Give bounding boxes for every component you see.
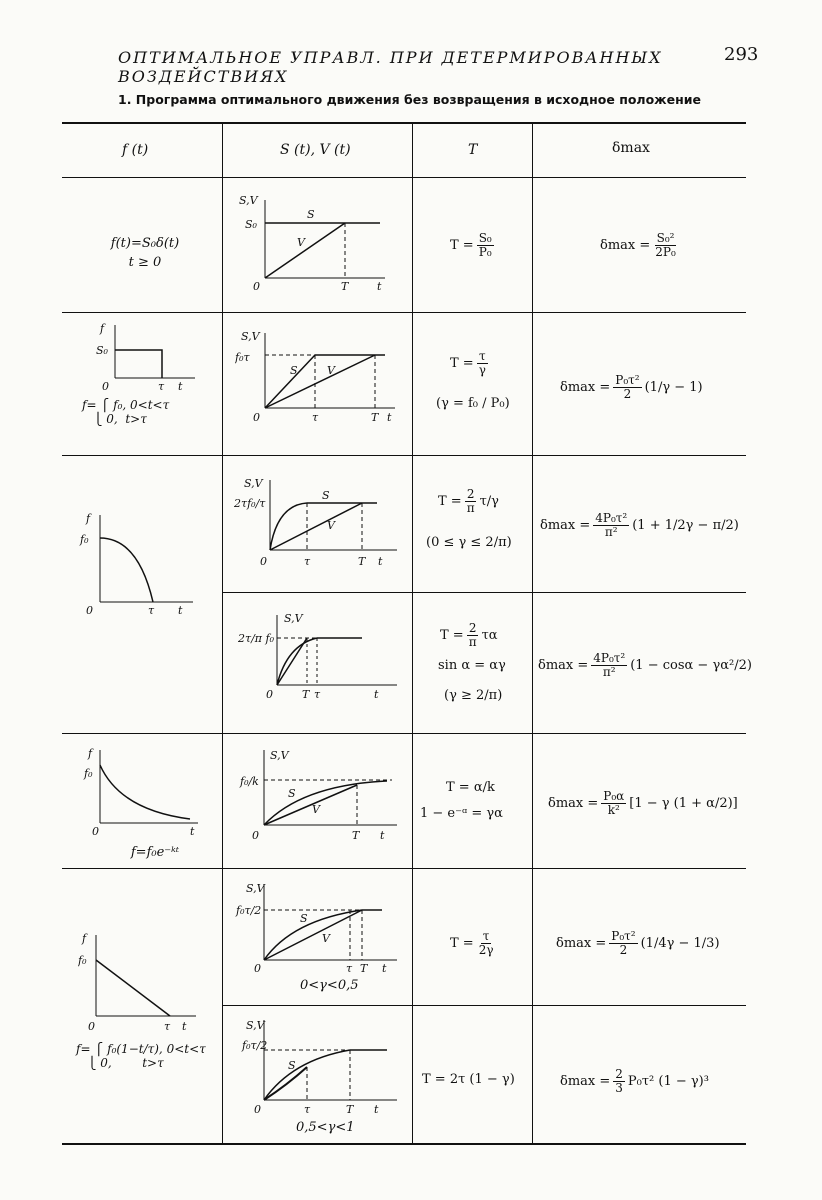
row1-bottom-rule bbox=[62, 312, 746, 313]
svg-text:T: T bbox=[346, 1103, 354, 1115]
row3a-delta: δmax = $\frac{\text{4P₀τ²}}{\text{π²}}$ (1 + 1/2γ − π/2) bbox=[540, 511, 739, 539]
svg-text:0: 0 bbox=[253, 411, 260, 424]
svg-text:τ: τ bbox=[304, 1103, 311, 1115]
svg-text:t: t bbox=[190, 825, 195, 838]
svg-text:S₀: S₀ bbox=[245, 218, 257, 231]
svg-text:f₀/k: f₀/k bbox=[240, 775, 259, 788]
svg-text:V: V bbox=[312, 803, 320, 816]
row5b-range: 0,5<γ<1 bbox=[296, 1120, 355, 1135]
svg-text:0: 0 bbox=[266, 688, 273, 701]
svg-text:T: T bbox=[302, 688, 310, 701]
svg-text:S,V: S,V bbox=[244, 477, 263, 490]
row5a-T: T = $\frac{\tau}{2\gamma}$ bbox=[450, 929, 494, 957]
row3b-sv-graph bbox=[232, 610, 402, 705]
svg-text:T: T bbox=[341, 280, 349, 293]
row4-T-line1: T = α/k bbox=[446, 780, 495, 795]
svg-text:S: S bbox=[300, 912, 308, 925]
svg-text:τ: τ bbox=[346, 962, 353, 975]
row3b-T-cond: (γ ≥ 2/π) bbox=[444, 688, 503, 703]
svg-text:S,V: S,V bbox=[241, 330, 260, 343]
header-T: T bbox=[468, 142, 478, 158]
svg-text:S: S bbox=[290, 364, 298, 377]
svg-text:V: V bbox=[297, 236, 305, 249]
row1-sv-graph bbox=[235, 190, 395, 300]
row3-f-graph bbox=[78, 510, 208, 620]
svg-text:V: V bbox=[327, 364, 335, 377]
svg-text:f₀τ/2: f₀τ/2 bbox=[236, 904, 262, 917]
svg-text:S: S bbox=[288, 1059, 296, 1072]
row3a-T: T = $\frac{2}{\pi}$ τ/γ bbox=[438, 487, 499, 515]
svg-text:0: 0 bbox=[254, 1103, 261, 1115]
svg-text:f: f bbox=[88, 747, 93, 760]
table-bottom-rule bbox=[62, 1143, 746, 1145]
row4-sv-graph bbox=[232, 745, 402, 845]
svg-text:0: 0 bbox=[88, 1020, 95, 1033]
svg-text:τ: τ bbox=[164, 1020, 171, 1033]
svg-text:f₀: f₀ bbox=[84, 767, 93, 780]
svg-text:0: 0 bbox=[92, 825, 99, 838]
svg-text:T: T bbox=[352, 829, 360, 842]
col-divider-1 bbox=[222, 122, 223, 1144]
svg-text:f: f bbox=[82, 932, 87, 945]
row5-f-formula: f= ⎧ f₀(1−t/τ), 0<t<τ ⎩ 0, t>τ bbox=[76, 1042, 206, 1070]
svg-text:S,V: S,V bbox=[239, 194, 258, 207]
svg-text:T: T bbox=[371, 411, 379, 424]
row4-bottom-rule bbox=[62, 868, 746, 869]
row5b-sv-graph bbox=[232, 1015, 402, 1115]
svg-text:0: 0 bbox=[86, 604, 93, 617]
svg-text:t: t bbox=[382, 962, 387, 975]
row3a-sv-graph bbox=[232, 475, 402, 575]
row5b-delta: δmax = $\frac{2}{3}$ P₀τ² (1 − γ)³ bbox=[560, 1067, 709, 1095]
svg-text:2τf₀/τ: 2τf₀/τ bbox=[234, 497, 266, 510]
svg-text:t: t bbox=[380, 829, 385, 842]
svg-text:0: 0 bbox=[254, 962, 261, 975]
svg-text:f: f bbox=[86, 512, 91, 525]
header-delta: δmax bbox=[612, 140, 650, 156]
svg-text:V: V bbox=[322, 932, 330, 945]
row3b-T-line2: sin α = αγ bbox=[438, 658, 506, 673]
svg-text:t: t bbox=[374, 688, 379, 701]
row2-T-cond: (γ = f₀ / P₀) bbox=[436, 396, 510, 411]
row5a-delta: δmax = $\frac{\text{P₀τ²}}{2}$ (1/4γ − 1/3) bbox=[556, 929, 720, 957]
svg-text:t: t bbox=[182, 1020, 187, 1033]
svg-text:τ: τ bbox=[304, 555, 311, 568]
row3a-bottom-rule bbox=[222, 592, 746, 593]
row5b-T: T = 2τ (1 − γ) bbox=[422, 1072, 515, 1087]
svg-text:0: 0 bbox=[102, 380, 109, 393]
row1-T: T = $\frac{\text{S₀}}{\text{P₀}}$ bbox=[450, 231, 492, 259]
svg-text:S,V: S,V bbox=[246, 882, 265, 895]
svg-text:S₀: S₀ bbox=[96, 344, 108, 357]
svg-text:S,V: S,V bbox=[246, 1019, 265, 1032]
svg-text:S,V: S,V bbox=[270, 749, 289, 762]
row5a-range: 0<γ<0,5 bbox=[300, 978, 359, 993]
svg-text:t: t bbox=[387, 411, 392, 424]
svg-text:f: f bbox=[100, 322, 105, 335]
svg-text:f₀: f₀ bbox=[80, 533, 89, 546]
row2-bottom-rule bbox=[62, 455, 746, 456]
row5a-bottom-rule bbox=[222, 1005, 746, 1006]
svg-text:τ: τ bbox=[158, 380, 165, 393]
col-divider-2 bbox=[412, 122, 413, 1144]
row1-f-formula: f(t)=S₀δ(t) t ≥ 0 bbox=[110, 236, 180, 270]
row2-f-graph bbox=[80, 320, 210, 395]
row3a-T-cond: (0 ≤ γ ≤ 2/π) bbox=[426, 535, 512, 550]
svg-text:t: t bbox=[374, 1103, 379, 1115]
svg-text:0: 0 bbox=[260, 555, 267, 568]
svg-text:f₀τ: f₀τ bbox=[235, 351, 250, 364]
row4-delta: δmax = $\frac{\text{P₀α}}{\text{k²}}$ [1 − γ (1 + α/2)] bbox=[548, 789, 738, 817]
col-divider-3 bbox=[532, 122, 533, 1144]
svg-text:t: t bbox=[178, 604, 183, 617]
page-number: 293 bbox=[724, 44, 759, 65]
row3b-T: T = $\frac{2}{\pi}$ τα bbox=[440, 621, 498, 649]
svg-text:t: t bbox=[378, 555, 383, 568]
svg-text:f₀τ/2: f₀τ/2 bbox=[242, 1039, 268, 1052]
row2-f-formula: f= ⎧ f₀, 0<t<τ ⎩ 0, t>τ bbox=[82, 398, 170, 426]
svg-text:0: 0 bbox=[253, 280, 260, 293]
svg-text:S: S bbox=[288, 787, 296, 800]
row4-f-formula: f=f₀e⁻ᵏᵗ bbox=[130, 845, 180, 860]
row3-bottom-rule bbox=[62, 733, 746, 734]
row1-delta: δmax = $\frac{\text{S₀²}}{\text{2P₀}}$ bbox=[600, 231, 676, 259]
header-f: f (t) bbox=[122, 142, 149, 158]
table-top-rule bbox=[62, 122, 746, 124]
svg-text:T: T bbox=[360, 962, 368, 975]
svg-text:V: V bbox=[327, 519, 335, 532]
svg-text:τ: τ bbox=[148, 604, 155, 617]
row4-T-line2: 1 − e⁻ᵅ = γα bbox=[420, 806, 503, 821]
svg-text:t: t bbox=[178, 380, 183, 393]
row4-f-graph bbox=[80, 745, 205, 840]
svg-text:t: t bbox=[377, 280, 382, 293]
row2-T: T = $\frac{\tau}{\gamma}$ bbox=[450, 349, 486, 377]
svg-text:S: S bbox=[322, 489, 330, 502]
row2-sv-graph bbox=[235, 328, 400, 428]
header-bottom-rule bbox=[62, 177, 746, 178]
svg-text:S: S bbox=[307, 208, 315, 221]
row5-f-graph bbox=[78, 930, 203, 1035]
row3b-delta: δmax = $\frac{\text{4P₀τ²}}{\text{π²}}$ (1 − cosα − γα²/2) bbox=[538, 651, 752, 679]
row5a-sv-graph bbox=[232, 880, 402, 975]
svg-text:f₀: f₀ bbox=[78, 954, 87, 967]
svg-text:2τ/π f₀: 2τ/π f₀ bbox=[238, 632, 274, 645]
svg-text:τ: τ bbox=[312, 411, 319, 424]
svg-text:S,V: S,V bbox=[284, 612, 303, 625]
svg-text:T: T bbox=[358, 555, 366, 568]
row2-delta: δmax = $\frac{\text{P₀τ²}}{2}$ (1/γ − 1) bbox=[560, 373, 703, 401]
running-title: ОПТИМАЛЬНОЕ УПРАВЛ. ПРИ ДЕТЕРМИРОВАННЫХ ВОЗДЕЙСТВИЯХ bbox=[118, 48, 663, 86]
header-sv: S (t), V (t) bbox=[280, 142, 351, 158]
svg-text:0: 0 bbox=[252, 829, 259, 842]
svg-text:τ: τ bbox=[314, 688, 321, 701]
table-caption: 1. Программа оптимального движения без возвращения в исходное положение bbox=[118, 92, 701, 107]
